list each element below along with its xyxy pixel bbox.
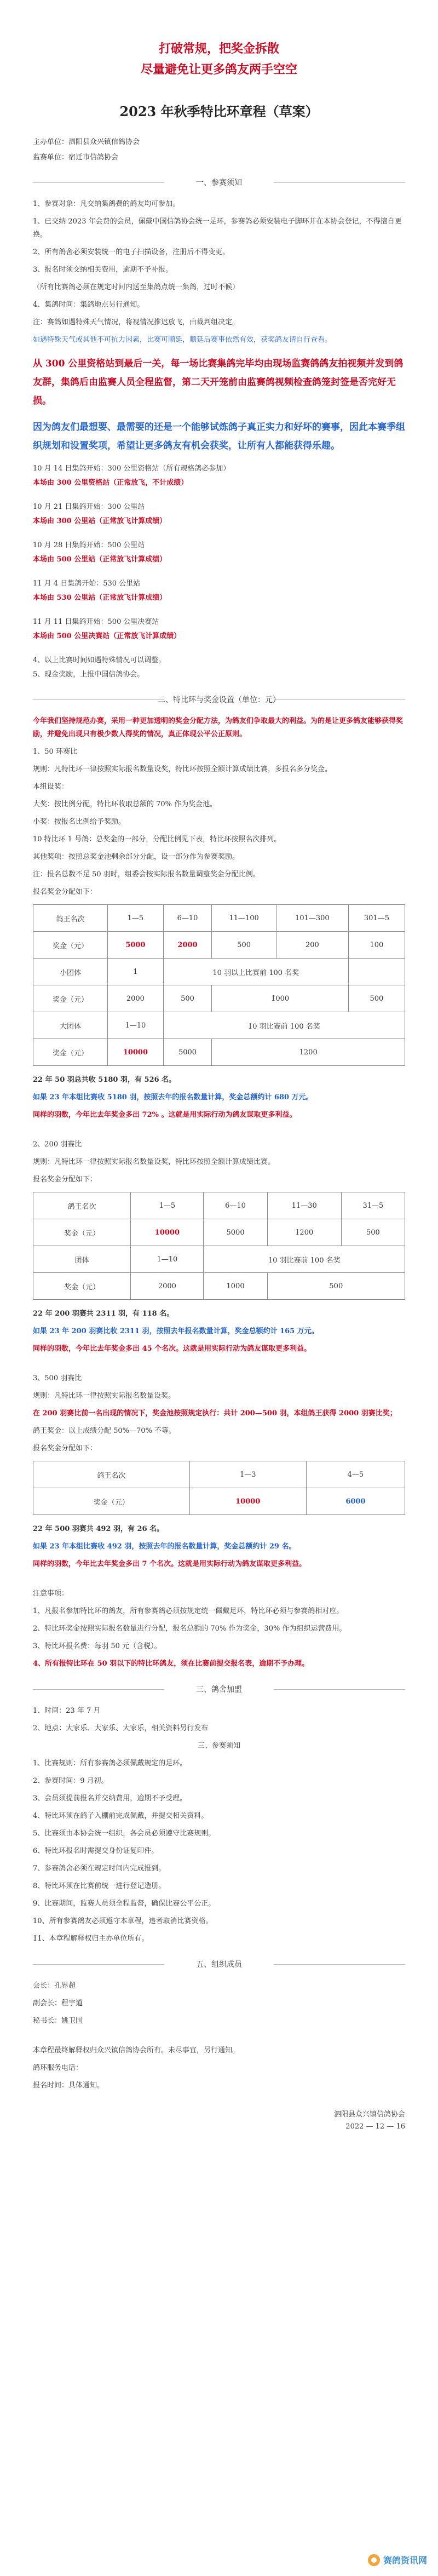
stat-note: 22 年 500 羽赛共 492 羽，有 26 名。 [33,1525,164,1533]
pigeon-logo-icon [368,2554,380,2566]
table-cell: 10 羽比赛前 100 名奖 [163,1012,405,1039]
paragraph: 规则：凡特比环一律按照实际报名数量设奖。 [33,1392,176,1400]
stat-note: 同样的羽数，今年比去年奖金多出 45 个名次。这就是用实际行动为鸽友谋取更多利益。 [33,1345,312,1353]
table-cell: 奖金（元） [33,1488,190,1515]
highlight-paragraph: 今年我们坚持规范办赛，采用一种更加透明的奖金分配方法，为鸽友们争取最大的利益。为的是让更多鸽友能够获得奖励，并避免出现只有极少数人得奖的情况，真正体现公平公正原则。 [33,717,404,738]
race-note-general: 5、现金奖励，上报中国信鸽协会。 [33,670,145,679]
stat-note: 如果 23 年本组比赛收 492 羽，按照去年的报名数量计算，奖金总额约计 29 名。 [33,1542,296,1551]
table-cell: 1—10 [108,1012,164,1039]
list-item: 1、比赛规则：所有参赛鸽必须佩戴规定的足环。 [33,1759,187,1768]
table-cell: 1000 [204,1273,267,1300]
table-header: 鸽王名次 [33,905,108,932]
list-item: 5、比赛须由本协会统一组织，各会员必须遵守比赛规则。 [33,1829,216,1838]
table-cell: 2000 [131,1273,204,1300]
paragraph: 1、参赛对象：凡交纳集鸽费的鸽友均可参加。 [33,200,180,208]
race-date: 11 月 11 日集鸽开始：500 公里决赛站 [33,618,159,626]
subsection-title: 2、200 羽赛比 [33,1140,82,1149]
table-cell: 1—10 [131,1246,204,1273]
race-note: 本场由 530 公里站（正常放飞计算成绩） [33,594,167,602]
section-heading: 一、参赛须知 [33,177,405,188]
paragraph: 鸽王奖金：以上成绩分配 50%—70% 不等。 [33,1427,176,1435]
table-cell: 奖金（元） [33,1039,108,1066]
table-cell: 500 [163,985,212,1012]
highlight-paragraph: 从 300 公里资格站到最后一关，每一场比赛集鸽完毕均由现场监赛鸽鸽友拍视频并发到鸽友群，集鸽后由监赛人员全程监督，第二天开笼前由监赛鸽视频检查鸽笼封签是否完好无损。 [33,358,404,406]
table-cell: 5000 [163,1039,212,1066]
paragraph: 大奖：按比例分配，特比环收取总额的 70% 作为奖金池。 [33,800,217,808]
member: 会长：孔界超 [33,1982,76,1990]
race-note: 本场由 300 公里站（正常放飞计算成绩） [33,517,167,525]
table-cell: 1200 [212,1039,405,1066]
stat-note: 如果 23 年本组比赛收 5180 羽，按照去年的报名数量计算，奖金总额约计 680 万元。 [33,1093,313,1101]
table-header: 6—10 [163,905,212,932]
subsection-title: 1、50 环赛比 [33,748,77,756]
table-cell: 500 [212,932,276,959]
closing-note: 鸽环服务电话： [33,2064,83,2072]
list-item: 7、参赛鸽舍必须在规定时间内完成报到。 [33,1864,166,1873]
table-header: 1—5 [131,1192,204,1219]
paragraph: 报名奖金分配如下： [33,1175,97,1184]
table-header: 101—300 [276,905,348,932]
prize-table-500 [33,1461,405,1515]
list-item: 6、特比环报名时需提交身份证复印件。 [33,1847,159,1855]
race-note: 本场由 300 公里资格站（正常放飞，不计成绩） [33,479,188,487]
section-heading: 五、组织成员 [33,1959,405,1970]
table-cell: 1200 [267,1219,341,1246]
meta-block [33,136,405,164]
table-cell: 1 [108,959,164,985]
race-date: 11 月 4 日集鸽开始：530 公里站 [33,580,141,588]
table-cell: 奖金（元） [33,1219,131,1246]
note-item: 2、特比环奖金按照实际报名数量进行分配，报名总额的 70% 作为奖金，30% 作为组织运营费用。 [33,1625,347,1633]
signature-org: 泗阳县众兴镇信鸽协会 [333,2110,405,2119]
table-cell: 5000 [204,1219,267,1246]
paragraph: 注：报名总数不足 50 羽时，组委会按实际报名数量调整奖金分配比例。 [33,870,260,879]
table-header: 鸽王名次 [33,1192,131,1219]
table-cell: 500 [267,1273,405,1300]
table-header: 鸽王名次 [33,1461,190,1488]
table-cell: 100 [348,932,405,959]
highlight-paragraph: 因为鸽友们最想要、最需要的还是一个能够试炼鸽子真正实力和好坏的赛事，因此本赛季组织规划和设置奖项，希望让更多鸽友有机会获奖，让所有人都能获得乐趣。 [33,422,405,451]
document-title: 2023 年秋季特比环章程（草案） [119,104,319,119]
table-cell: 6000 [306,1488,405,1515]
table-cell: 2000 [108,985,164,1012]
table-header: 4—5 [306,1461,405,1488]
list-item: 3、会员须提前报名并交纳费用，逾期不予受理。 [33,1794,187,1803]
table-cell: 10 羽以上比赛前 100 名奖 [163,959,348,985]
prize-table-50 [33,904,405,1066]
race-schedule [33,463,405,681]
list-item: 11、本章程解释权归主办单位所有。 [33,1935,149,1943]
supervisor-org: 监赛单位：宿迁市信鸽协会 [33,153,119,162]
stat-note: 同样的羽数，今年比去年奖金多出 7 个名次。这就是用实际行动为鸽友谋取更多利益。 [33,1560,307,1568]
closing-note: 本章程最终解释权归众兴镇信鸽协会所有。未尽事宜，另行通知。 [33,2046,240,2055]
table-header: 11—100 [212,905,276,932]
member: 秘书长：姚卫国 [33,2017,83,2025]
table-cell: 小团体 [33,959,108,985]
paragraph: 规则：凡特比环一律按照实际报名数量设奖，特比环按照全额计算成绩比赛。 [33,1158,275,1166]
paragraph: 1、已交纳 2023 年会费的会员，佩戴中国信鸽协会统一足环，参赛鸽必须安装电子脚环并在本协会登记，不得擅自更换。 [33,217,402,239]
subsection-title: 三、参赛须知 [197,1742,240,1750]
table-header: 1—3 [189,1461,306,1488]
table-header: 6—10 [204,1192,267,1219]
table-cell: 500 [341,1219,405,1246]
table-cell: 团体 [33,1246,131,1273]
race-date: 10 月 21 日集鸽开始：300 公里站 [33,503,145,511]
table-cell: 200 [276,932,348,959]
table-cell: 1000 [212,985,348,1012]
list-item: 10、所有参赛鸽友必须遵守本章程，违者取消比赛资格。 [33,1917,213,1925]
table-header: 301—5 [348,905,405,932]
signature-date: 2022 — 12 — 16 [345,2122,405,2131]
paragraph: 小奖：按报名比例给予奖励。 [33,818,126,826]
host-org: 主办单位：泗阳县众兴镇信鸽协会 [33,138,140,146]
paragraph: 4、集鸽时间：集鸽地点另行通知。 [33,301,145,309]
table-cell: 10000 [108,1039,164,1066]
list-item: 4、特比环须在鸽子入棚前完成佩戴，并提交相关资料。 [33,1812,209,1820]
table-header: 1—5 [108,905,164,932]
race-note-general: 4、以上比赛时间如遇特殊情况可以调整。 [33,656,166,664]
paragraph: 其他奖项：按照总奖金池剩余部分分配，设一部分作为参赛奖励。 [33,853,240,861]
stat-note: 如果 23 年 200 羽赛比收 2311 羽，按照去年报名数量计算，奖金总额约计 165 万元。 [33,1327,319,1335]
closing-note: 报名时间：具体通知。 [33,2081,105,2090]
note-item: 4、所有报特比环在 50 羽以下的特比环鸽友，须在比赛前提交报名表，逾期不予办理。 [33,1660,309,1668]
race-note: 本场由 500 公里决赛站（正常放飞计算成绩） [33,632,181,640]
section-heading: 二、特比环与奖金设置（单位：元） [33,694,405,705]
table-cell: 大团体 [33,1012,108,1039]
paragraph: 本组设奖： [33,783,69,791]
stat-note: 22 年 200 羽赛共 2311 羽，有 118 名。 [33,1310,174,1318]
list-item: 9、比赛期间，监赛人员须全程监督，确保比赛公平公正。 [33,1900,216,1908]
paragraph: 3、报名时须交纳相关费用，逾期不予补报。 [33,266,173,274]
table-cell [348,959,405,985]
stat-note: 22 年 50 羽总共收 5180 羽，有 526 名。 [33,1076,176,1084]
highlight-paragraph: 在 200 羽赛比前一名出现的情况下，奖金池按照规定执行：共计 200—500 羽，本组鸽王获得 2000 羽赛比奖； [33,1409,397,1418]
table-cell: 10000 [131,1219,204,1246]
table-cell: 2000 [163,932,212,959]
paragraph: 报名奖金分配如下： [33,888,97,896]
table-header: 31—5 [341,1192,405,1219]
table-cell: 奖金（元） [33,1273,131,1300]
site-watermark [368,2554,427,2566]
notes-heading: 注意事项： [33,1590,69,1598]
signature-block [33,2109,405,2133]
paragraph: 2、地点：大家乐、大家乐、大家乐，相关资料另行发布 [33,1724,209,1732]
watermark-text: 赛鸽资讯网 [383,2555,427,2566]
highlight-paragraph: 如遇特殊天气或其他不可抗力因素，比赛可顺延，顺延后赛事依然有效，获奖鸽友请自行查看。 [33,336,332,344]
table-cell: 500 [348,985,405,1012]
slogan-line-2: 尽量避免让更多鸽友两手空空 [140,62,297,77]
table-cell: 5000 [108,932,164,959]
paragraph: 规则：凡特比环一律按照实际报名数量设奖，特比环按照全额计算成绩比赛，多报名多分奖金。 [33,765,332,773]
paragraph: 1、时间：23 年 7 月 [33,1707,101,1715]
paragraph: 报名奖金分配如下： [33,1444,97,1453]
race-date: 10 月 28 日集鸽开始：500 公里站 [33,541,145,549]
table-cell: 奖金（元） [33,985,108,1012]
paragraph: 注：赛鸽如遇特殊天气情况，将视情况推迟放飞，由裁判组决定。 [33,318,240,326]
prize-table-200 [33,1192,405,1300]
table-cell: 10000 [189,1488,306,1515]
table-cell: 10 羽比赛前 100 名奖 [204,1246,405,1273]
note-item: 3、特比环报名费：每羽 50 元（含税）。 [33,1642,162,1650]
list-item: 2、参赛时间：9 月初。 [33,1777,108,1785]
race-date: 10 月 14 日集鸽开始：300 公里资格站（所有规格鸽必参加） [33,464,230,473]
table-cell: 奖金（元） [33,932,108,959]
subsection-title: 3、500 羽赛比 [33,1374,82,1382]
note-item: 1、凡报名参加特比环的鸽友，所有参赛鸽必须按规定统一佩戴足环，特比环必须与参赛鸽相对应。 [33,1607,344,1615]
member: 副会长：程宇道 [33,1999,83,2007]
paragraph: （所有比赛鸽必须在规定时间内送至集鸽点统一集鸽，过时不候） [33,283,240,291]
race-note: 本场由 500 公里站（正常放飞计算成绩） [33,555,167,564]
stat-note: 同样的羽数，今年比去年奖金多出 72% 。这就是用实际行动为鸽友谋取更多利益。 [33,1111,297,1119]
list-item: 8、特比环须在比赛前统一进行登记造册。 [33,1882,166,1890]
section-heading: 三、鸽舍加盟 [33,1684,405,1695]
slogan-line-1: 打破常规，把奖金拆散 [158,42,279,56]
paragraph: 10 特比环 1 号鸽：总奖金的一部分，分配比例见下表，特比环按照名次排列。 [33,835,281,844]
table-header: 11—30 [267,1192,341,1219]
paragraph: 2、所有鸽舍必须安装统一的电子扫描设备，注册后不得变更。 [33,248,230,256]
